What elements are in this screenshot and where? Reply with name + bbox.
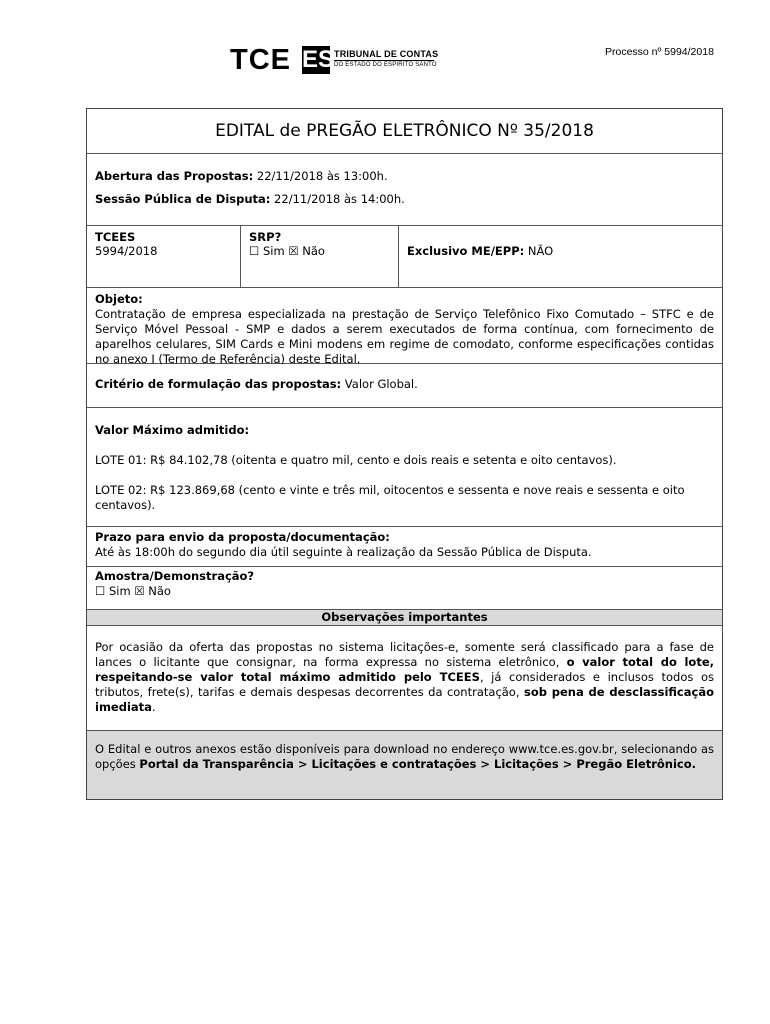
exclusivo-value: NÃO xyxy=(524,244,554,258)
abertura-line xyxy=(95,169,714,184)
abertura-value: 22/11/2018 às 13:00h. xyxy=(253,169,388,183)
sessao-line xyxy=(95,192,714,207)
logo-divider xyxy=(334,60,434,61)
download-path: Portal da Transparência > Licitações e contratações > Licitações > Pregão Eletrônico. xyxy=(139,757,696,771)
edital-download-note xyxy=(87,731,722,799)
obs-bold-valor-total: o valor total do lote, respeitando-se valor total máximo admitido pelo TCEES xyxy=(95,655,714,684)
lote-01: LOTE 01: R$ 84.102,78 (oitenta e quatro mil, cento e dois reais e setenta e oito centavos). xyxy=(95,453,617,467)
edital-title: EDITAL de PREGÃO ELETRÔNICO Nº 35/2018 xyxy=(87,109,722,154)
observacoes-heading: Observações importantes xyxy=(87,610,722,626)
logo-tribunal-text: TRIBUNAL DE CONTAS xyxy=(334,49,439,59)
lote-02: LOTE 02: R$ 123.869,68 (cento e vinte e três mil, oitocentos e sessenta e nove reais e sessenta e oito centavos). xyxy=(95,483,685,512)
dates-section xyxy=(87,154,722,226)
exclusivo-cell xyxy=(399,226,722,287)
obs-text-1: Por ocasião da oferta das propostas no sistema licitações-e, somente será classificado para a fase de lances o licitante que consignar, na forma expressa no sistema eletrônico, xyxy=(95,640,714,669)
tcees-value: 5994/2018 xyxy=(95,244,158,258)
info-row xyxy=(87,226,722,288)
obs-text-3: . xyxy=(151,700,156,714)
prazo-text: Até às 18:00h do segundo dia útil seguinte à realização da Sessão Pública de Disputa. xyxy=(95,545,592,559)
tcees-logo xyxy=(230,44,440,76)
logo-tce-text: TCE xyxy=(230,44,291,76)
sessao-label: Sessão Pública de Disputa: xyxy=(95,192,271,206)
objeto-section xyxy=(87,288,722,364)
criterio-label: Critério de formulação das propostas: xyxy=(95,377,342,391)
criterio-section xyxy=(87,364,722,408)
srp-label: SRP? xyxy=(249,230,282,244)
observacoes-paragraph xyxy=(87,626,722,731)
logo-es-box: ES xyxy=(302,46,335,73)
valor-section xyxy=(87,408,722,527)
process-number: Processo nº 5994/2018 xyxy=(605,46,714,58)
objeto-label: Objeto: xyxy=(95,292,143,306)
objeto-text: Contratação de empresa especializada na prestação de Serviço Telefônico Fixo Comutado – STFC e de Serviço Móvel Pessoal - SMP e dados a serem executados de forma contínua, com fornecimento de aparelhos celulares, SIM Cards e Mini modens em regime de comodato, conforme especificações contidas no anexo I (Termo de Referência) deste Edital. xyxy=(95,307,714,366)
amostra-section xyxy=(87,567,722,610)
obs-text-2: , já considerados e inclusos todos os tributos, frete(s), tarifas e demais despesas decorrentes da contratação, xyxy=(95,670,714,699)
download-text: O Edital e outros anexos estão disponíveis para download no endereço www.tce.es.gov.br, selecionando as opções xyxy=(95,742,714,771)
logo-estado-text: DO ESTADO DO ESPÍRITO SANTO xyxy=(334,62,437,68)
amostra-label: Amostra/Demonstração? xyxy=(95,569,255,583)
valor-label: Valor Máximo admitido: xyxy=(95,423,250,437)
amostra-options: ☐ Sim ☒ Não xyxy=(95,584,171,598)
exclusivo-label: Exclusivo ME/EPP: xyxy=(407,244,525,258)
prazo-label: Prazo para envio da proposta/documentação: xyxy=(95,530,390,544)
prazo-section xyxy=(87,527,722,567)
srp-cell xyxy=(241,226,399,287)
tcees-label: TCEES xyxy=(95,230,136,244)
abertura-label: Abertura das Propostas: xyxy=(95,169,254,183)
criterio-value: Valor Global. xyxy=(341,377,418,391)
tcees-cell xyxy=(87,226,241,287)
edital-table xyxy=(86,108,723,800)
sessao-value: 22/11/2018 às 14:00h. xyxy=(270,192,405,206)
srp-options: ☐ Sim ☒ Não xyxy=(249,244,325,258)
obs-bold-desclassificacao: sob pena de desclassificação imediata xyxy=(95,685,714,714)
